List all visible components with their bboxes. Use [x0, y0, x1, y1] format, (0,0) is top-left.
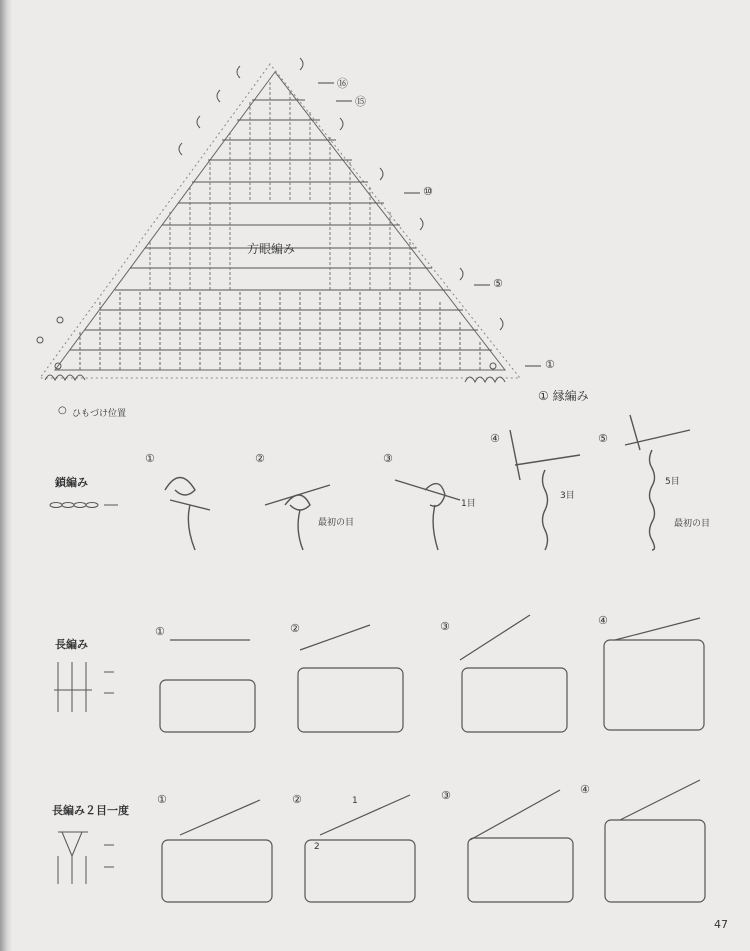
- row-label-1: ①: [545, 358, 555, 371]
- chain-count-5: 5目: [665, 477, 680, 487]
- dc2tog-note-1: 1: [352, 796, 358, 806]
- page-number: 47: [714, 918, 728, 931]
- double-crochet-title: 長編み: [55, 638, 88, 651]
- dc-step-1: ①: [155, 625, 165, 638]
- row-label-15: ⑮: [355, 95, 366, 108]
- dc2tog-note-2: 2: [314, 842, 320, 852]
- chain-first-stitch-note: 最初の目: [318, 518, 355, 528]
- row-label-16: ⑯: [337, 77, 348, 90]
- dc2tog-step-2: ②: [292, 793, 302, 806]
- dc-step-4: ④: [598, 614, 608, 627]
- row-label-10: ⑩: [423, 185, 433, 198]
- tie-position-label: ひもづけ位置: [72, 409, 127, 419]
- chain-count-3: 3目: [560, 491, 575, 501]
- chain-step-1: ①: [145, 452, 155, 465]
- dc2tog-step-4: ④: [580, 783, 590, 796]
- chain-count-1: 1目: [461, 499, 476, 509]
- edging-label: ① 縁編み: [538, 389, 589, 403]
- tie-marker-icon: ○: [58, 405, 67, 416]
- dc-step-2: ②: [290, 622, 300, 635]
- dc-step-3: ③: [440, 620, 450, 633]
- chain-step-2: ②: [255, 452, 265, 465]
- dc2tog-title: 長編み２目一度: [52, 804, 129, 817]
- mesh-stitch-label: 方眼編み: [247, 242, 296, 256]
- dc2tog-step-3: ③: [441, 789, 451, 802]
- chain-step-3: ③: [383, 452, 393, 465]
- dc2tog-step-1: ①: [157, 793, 167, 806]
- chain-step-5: ⑤: [598, 432, 608, 445]
- chain-stitch-title: 鎖編み: [55, 476, 88, 489]
- row-label-5: ⑤: [493, 277, 503, 290]
- chain-first-stitch-note-2: 最初の目: [674, 519, 711, 529]
- chain-step-4: ④: [490, 432, 500, 445]
